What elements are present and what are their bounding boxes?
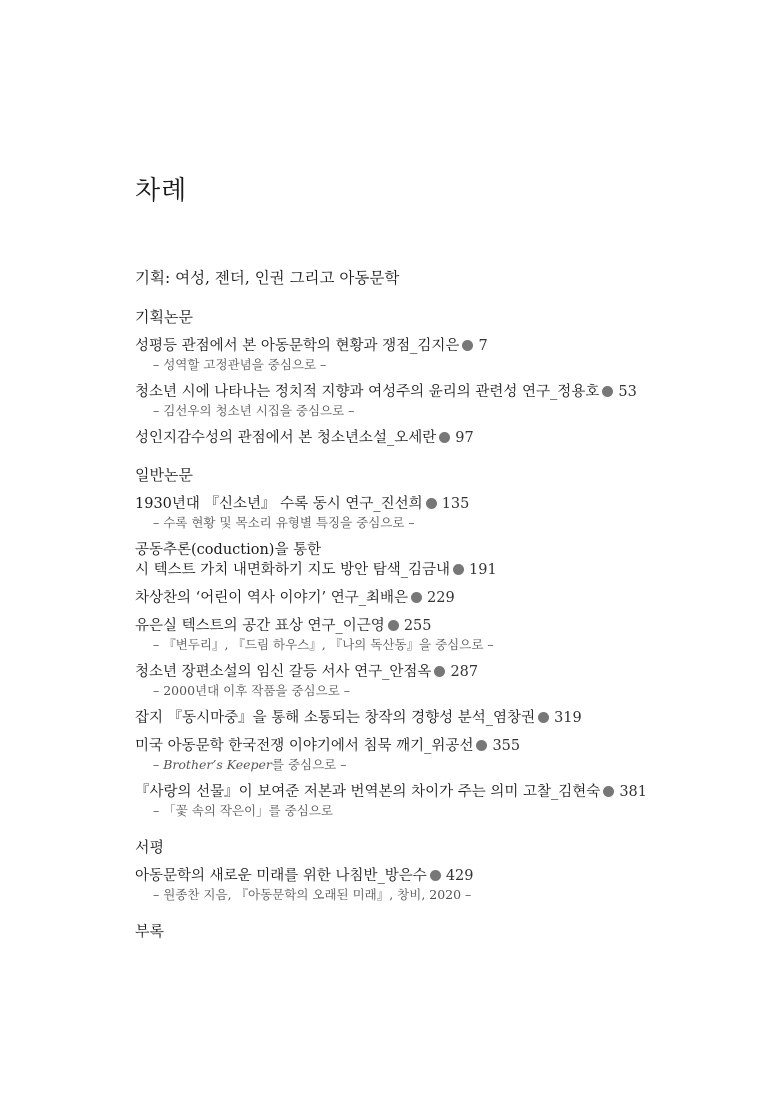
entry-subtitle-prefix: – — [153, 757, 164, 772]
bullet-icon — [434, 666, 445, 677]
toc-entry[interactable] — [135, 540, 745, 580]
toc-entry[interactable] — [135, 382, 745, 420]
page-number: 255 — [403, 618, 432, 634]
page-number: 135 — [441, 496, 470, 512]
entry-subtitle: – 2000년대 이후 작품을 중심으로 – — [153, 683, 351, 698]
entry-title: 1930년대 『신소년』 수록 동시 연구_진선희 — [135, 496, 423, 512]
bullet-icon — [388, 620, 399, 631]
page-number: 53 — [618, 384, 637, 400]
section-heading: 일반논문 — [135, 466, 193, 484]
toc-entry[interactable] — [135, 662, 745, 700]
toc-entry[interactable] — [135, 616, 745, 654]
page-number: 7 — [478, 338, 488, 354]
entry-title: 성인지감수성의 관점에서 본 청소년소설_오세란 — [135, 430, 437, 446]
bullet-icon — [476, 740, 487, 751]
entry-subtitle — [135, 756, 745, 774]
page-number: 229 — [427, 590, 455, 606]
bullet-icon — [430, 870, 441, 881]
table-of-contents — [135, 306, 745, 950]
page-number: 355 — [492, 738, 521, 754]
bullet-icon — [603, 786, 614, 797]
entry-subtitle: – 「꽃 속의 작은이」를 중심으로 — [153, 803, 333, 818]
entry-title: 미국 아동문학 한국전쟁 이야기에서 침묵 깨기_위공선 — [135, 738, 474, 754]
entry-title-line1: 공동추론(coduction)을 통한 — [135, 542, 322, 558]
entry-subtitle: – 성역할 고정관념을 중심으로 – — [153, 357, 327, 372]
page-number: 97 — [455, 430, 474, 446]
toc-entry[interactable] — [135, 736, 745, 774]
toc-entry[interactable] — [135, 708, 745, 728]
feature-title: 기획: 여성, 젠더, 인권 그리고 아동문학 — [135, 269, 400, 287]
page-number: 191 — [469, 562, 497, 578]
entry-subtitle-italic: Brother’s Keeper — [163, 757, 272, 772]
page-number: 429 — [445, 868, 474, 884]
page-number: 319 — [554, 710, 582, 726]
bullet-icon — [602, 386, 613, 397]
bullet-icon — [411, 592, 422, 603]
bullet-icon — [439, 432, 450, 443]
toc-entry[interactable] — [135, 782, 745, 820]
entry-subtitle: – 『변두리』, 『드림 하우스』, 『나의 독산동』을 중심으로 – — [153, 637, 494, 652]
page-number: 381 — [619, 784, 648, 800]
toc-entry[interactable] — [135, 866, 745, 904]
toc-entry[interactable] — [135, 336, 745, 374]
entry-title: 아동문학의 새로운 미래를 위한 나침반_방은수 — [135, 868, 427, 884]
toc-entry[interactable] — [135, 588, 745, 608]
bullet-icon — [453, 564, 464, 575]
entry-subtitle: – 김선우의 청소년 시집을 중심으로 – — [153, 403, 355, 418]
bullet-icon — [538, 712, 549, 723]
entry-title: 성평등 관점에서 본 아동문학의 현황과 쟁점_김지은 — [135, 338, 460, 354]
bullet-icon — [426, 498, 437, 509]
entry-subtitle: – 수록 현황 및 목소리 유형별 특징을 중심으로 – — [153, 515, 415, 530]
toc-entry[interactable] — [135, 494, 745, 532]
entry-title: 시 텍스트 가치 내면화하기 지도 방안 탐색_김금내 — [135, 562, 451, 578]
bullet-icon — [462, 340, 473, 351]
entry-title: 유은실 텍스트의 공간 표상 연구_이근영 — [135, 618, 385, 634]
entry-subtitle: – 원종찬 지음, 『아동문학의 오래된 미래』, 창비, 2020 – — [153, 887, 472, 902]
toc-entry[interactable] — [135, 428, 745, 448]
entry-title: 청소년 장편소설의 임신 갈등 서사 연구_안점옥 — [135, 664, 432, 680]
section-heading: 서평 — [135, 838, 164, 856]
page-number: 287 — [450, 664, 479, 680]
entry-title: 『사랑의 선물』이 보여준 저본과 번역본의 차이가 주는 의미 고찰_김현숙 — [135, 784, 601, 800]
entry-title: 잡지 『동시마중』을 통해 소통되는 창작의 경향성 분석_염창권 — [135, 710, 536, 726]
entry-title: 차상찬의 ‘어린이 역사 이야기’ 연구_최배은 — [135, 590, 409, 606]
entry-title: 청소년 시에 나타나는 정치적 지향과 여성주의 윤리의 관련성 연구_정용호 — [135, 384, 600, 400]
section-heading[interactable]: 부록 — [135, 922, 164, 940]
page-title: 차례 — [135, 176, 188, 206]
section-heading: 기획논문 — [135, 308, 193, 326]
entry-subtitle-text: 를 중심으로 – — [271, 757, 347, 772]
